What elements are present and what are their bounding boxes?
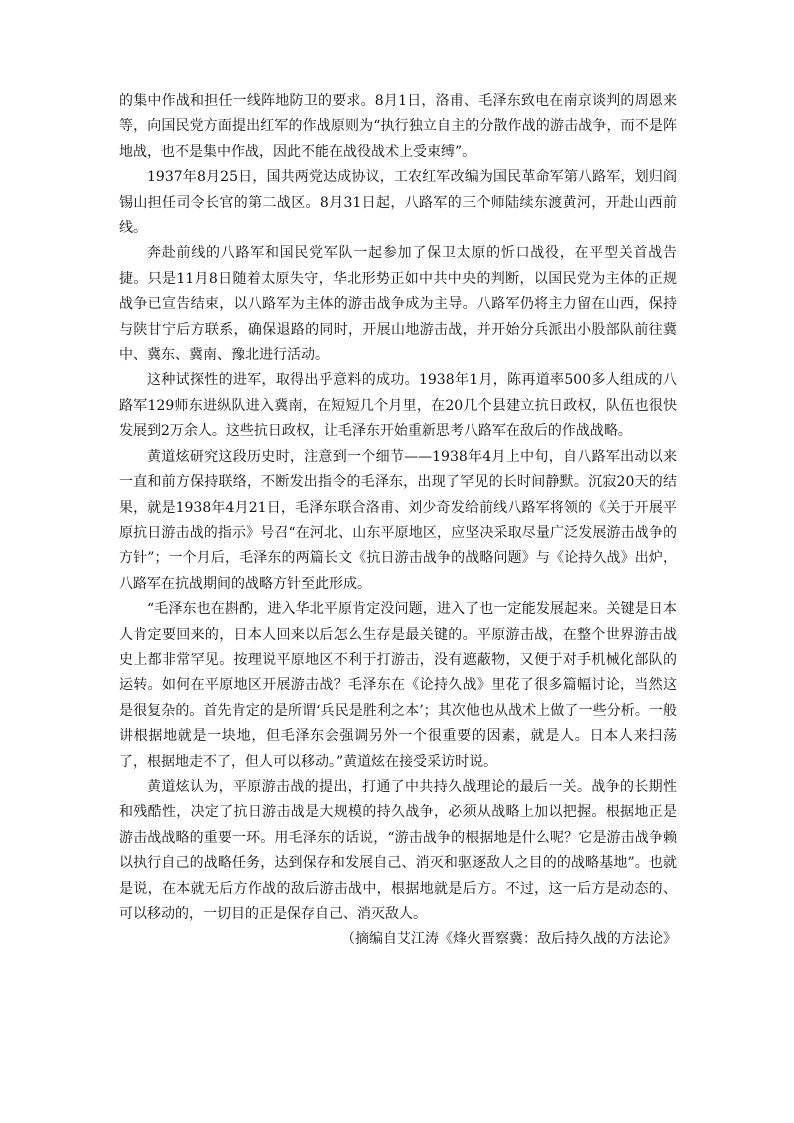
paragraph-1: 的集中作战和担任一线阵地防卫的要求。8月1日，洛甫、毛泽东致电在南京谈判的周恩来等，向国民党方面提出红军的作战原则为“执行独立自主的分散作战的游击战争，而不是阵地战，也不是集中作战，因此不能在战役战术上受束缚”。 xyxy=(119,93,677,160)
paragraph-3: 奔赴前线的八路军和国民党军队一起参加了保卫太原的忻口战役，在平型关首战告捷。只是11月8日随着太原失守，华北形势正如中共中央的判断，以国民党为主体的正规战争已宣告结束，以八路军为主体的游击战争成为主导。八路军仍将主力留在山西，保持与陕甘宁后方联系，确保退路的同时，开展山地游击战，并开始分兵派出小股部队前往冀中、冀东、冀南、豫北进行活动。 xyxy=(119,245,677,364)
paragraph-7: 黄道炫认为，平原游击战的提出，打通了中共持久战理论的最后一关。战争的长期性和残酷性，决定了抗日游击战是大规模的持久战争，必须从战略上加以把握。根据地正是游击战战略的重要一环。用毛泽东的话说，“游击战争的根据地是什么呢？它是游击战争赖以执行自己的战略任务，达到保存和发展自己、消灭和驱逐敌人之目的的战略基地”。也就是说，在本就无后方作战的敌后游击战中，根据地就是后方。不过，这一后方是动态的、可以移动的，一切目的正是保存自己、消灭敌人。 xyxy=(119,778,677,922)
paragraph-5: 黄道炫研究这段历史时，注意到一个细节——1938年4月上中旬，自八路军出动以来一直和前方保持联络，不断发出指令的毛泽东，出现了罕见的长时间静默。沉寂20天的结果，就是1938年4月21日，毛泽东联合洛甫、刘少奇发给前线八路军将领的《关于开展平原抗日游击战的指示》号召“在河北、山东平原地区，应坚决采取尽量广泛发展游击战争的方针”；一个月后，毛泽东的两篇长文《抗日游击战争的战略问题》与《论持久战》出炉，八路军在抗战期间的战略方针至此形成。 xyxy=(119,448,677,592)
paragraph-6: “毛泽东也在斟酌，进入华北平原肯定没问题，进入了也一定能发展起来。关键是日本人肯定要回来的，日本人回来以后怎么生存是最关键的。平原游击战，在整个世界游击战史上都非常罕见。按理说平原地区不利于打游击，没有遮蔽物，又便于对手机械化部队的运转。如何在平原地区开展游击战？毛泽东在《论持久战》里花了很多篇幅讨论，当然这是很复杂的。首先肯定的是所谓‘兵民是胜利之本’；其次他也从战术上做了一些分析。一般讲根据地就是一块地，但毛泽东会强调另外一个很重要的因素，就是人。日本人来扫荡了，根据地走不了，但人可以移动。”黄道炫在接受采访时说。 xyxy=(119,601,677,770)
article-body xyxy=(119,89,677,953)
source-citation: （摘编自艾江涛《烽火晋察冀：敌后持久战的方法论》 xyxy=(341,931,677,948)
paragraph-4: 这种试探性的进军，取得出乎意料的成功。1938年1月，陈再道率500多人组成的八路军129师东进纵队进入冀南，在短短几个月里，在20几个县建立抗日政权，队伍也很快发展到2万余人。这些抗日政权，让毛泽东开始重新思考八路军在敌后的作战战略。 xyxy=(119,372,677,440)
paragraph-2: 1937年8月25日，国共两党达成协议，工农红军改编为国民革命军第八路军，划归阎锡山担任司令长官的第二战区。8月31日起，八路军的三个师陆续东渡黄河，开赴山西前线。 xyxy=(119,169,677,237)
